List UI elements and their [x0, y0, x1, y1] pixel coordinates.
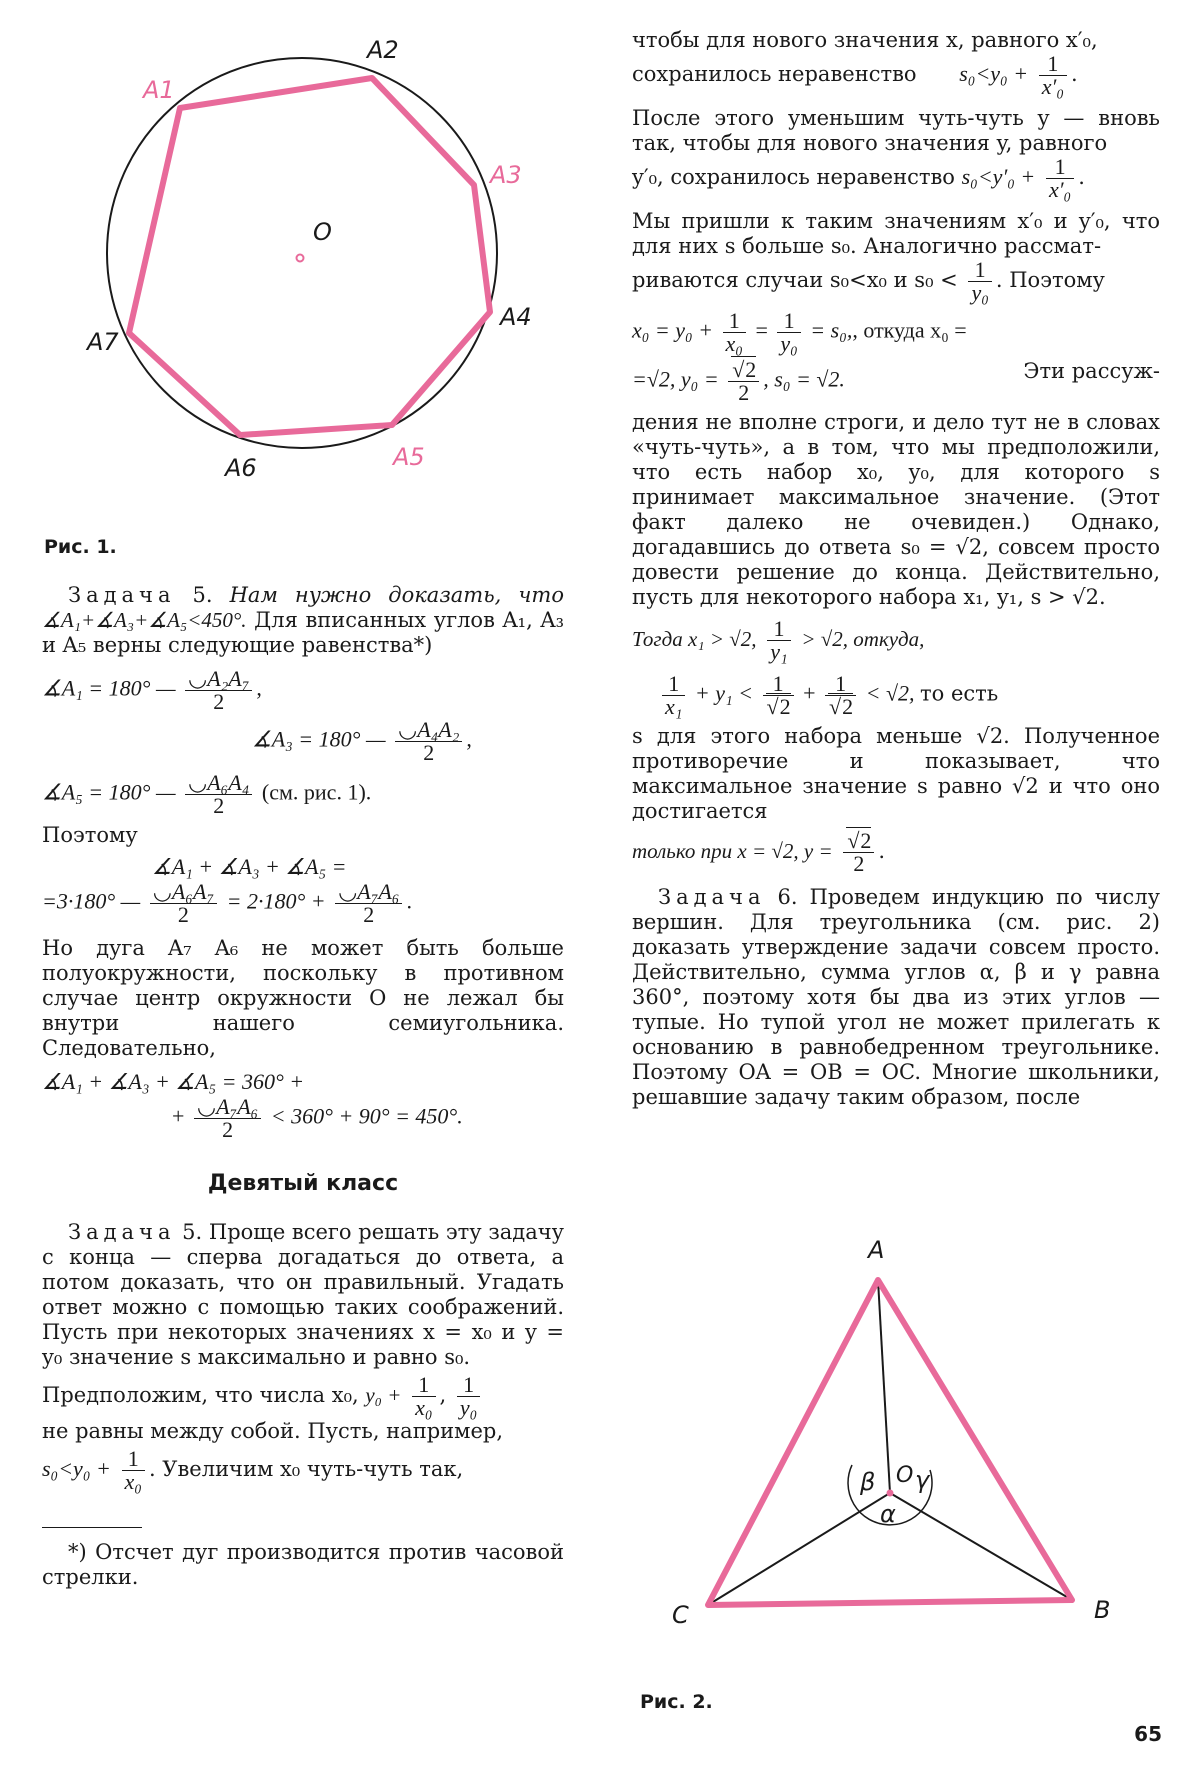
final-inequality: + $\frac{\text{◡A₇A₆}}{2}$ < 360° + 90° = 450°.: [172, 1094, 463, 1142]
label-vertex-c: C: [672, 1601, 689, 1629]
r-line2b: y′₀, сохранилось неравенство s₀<y′₀ + $\frac{1}{\text{x′₀}}$ .: [632, 154, 1085, 202]
suppose-line: Предположим, что числа x₀, y₀ + $\frac{1}{\text{x₀}}$ , $\frac{1}{\text{y₀}}$: [42, 1374, 564, 1419]
equation-a5: ∡A₅ = 180° — $\frac{\text{◡A₆A₄}}{2}$ (см. рис. 1).: [42, 770, 372, 818]
figure-1: [60, 20, 580, 490]
final-equation: ∡A₁ + ∡A₃ + ∡A₅ = 360° +: [42, 1069, 305, 1094]
label-a4: A4: [500, 303, 532, 331]
heptagon: [129, 78, 490, 435]
label-a5: A5: [393, 443, 425, 471]
r-line2: После этого уменьшим чуть-чуть y — вновь так, чтобы для нового значения y, равного: [632, 106, 1160, 155]
circumcircle: [107, 58, 497, 448]
label-a7: A7: [87, 328, 119, 356]
r-line10: только при x = √2, y = √ $\frac{2}{2}$ .: [632, 830, 1160, 875]
figure-1-caption: Рис. 1.: [44, 536, 117, 558]
label-center-o: O: [896, 1463, 914, 1488]
arc-argument: Но дуга A₇ A₆ не может быть больше полуокружности, поскольку в противном случае центр окружности O не лежал бы внутри нашего семиугольника. Следовательно,: [42, 936, 564, 1060]
section-heading-grade9: Девятый класс: [207, 1171, 399, 1196]
label-beta: β: [860, 1468, 876, 1496]
footnote: *) Отсчет дуг производится против часовой стрелки.: [42, 1540, 564, 1589]
r-para9: s для этого набора меньше √2. Полученное противоречие и показывает, что максимальное значение s равно √2 и что оно достигается: [632, 724, 1160, 823]
task5-grade8: Задача 5. Нам нужно доказать, что ∡A₁+∡A₃+∡A₅<450°. Для вписанных углов A₁, A₃ и A₅ верны следующие равенства*): [42, 583, 564, 657]
label-a6: A6: [225, 454, 257, 482]
segment-oa: [878, 1280, 890, 1493]
r-line1: чтобы для нового значения x, равного x′₀,: [632, 28, 1098, 52]
left-column: [42, 583, 564, 1590]
label-a2: A2: [367, 36, 399, 64]
increase-line: s₀<y₀ + $\frac{1}{\text{x₀}}$ . Увеличим x₀ чуть-чуть так,: [42, 1446, 464, 1494]
r-line7: Тогда x₁ > √2, $\frac{1}{\text{y₁}}$ > √2, откуда,: [632, 616, 925, 664]
r-line1b: сохранилось неравенство s₀<y₀ + $\frac{1}{\text{x′₀}}$ .: [632, 51, 1078, 99]
r-line4: x₀ = y₀ + $\frac{1}{\text{x₀}}$ = $\frac{1}{\text{y₀}}$ = s₀,, откуда x₀ =: [632, 308, 967, 356]
sum-equation: ∡A₁ + ∡A₃ + ∡A₅ =: [152, 854, 347, 879]
r-line3: Мы пришли к таким значениям x′₀ и y′₀, что для них s больше s₀. Аналогично рассмат-: [632, 209, 1160, 258]
sum-expansion: =3·180° — $\frac{\text{◡A₆A₇}}{2}$ = 2·180° + $\frac{\text{◡A₇A₆}}{2}$ .: [42, 879, 412, 927]
segment-ob: [890, 1493, 1072, 1600]
figure-2: [640, 1230, 1160, 1630]
therefore-text: Поэтому: [42, 823, 138, 847]
equation-a1: ∡A₁ = 180° — $\frac{\text{◡A₂A₇}}{2}$ ,: [42, 666, 262, 714]
center-point: [297, 255, 304, 262]
r-line5: =√2, y₀ = √ $\frac{2}{2}$ , s₀ = √2. Эти рассуж-: [632, 359, 1160, 404]
right-column: [632, 28, 1160, 1110]
label-a1: A1: [143, 76, 175, 104]
label-vertex-b: B: [1094, 1596, 1111, 1624]
task5-grade9: Задача 5. Проще всего решать эту задачу с конца — сперва догадаться до ответа, а потом доказать, что он правильный. Угадать ответ можно с помощью таких соображений. Пусть при некоторых значениях x = x₀ и y = y₀ значение s максимально и равно s₀.: [42, 1220, 564, 1369]
r-para6: дения не вполне строги, и дело тут не в словах «чуть-чуть», а в том, что мы предположили, что есть набор x₀, y₀, для которого s принимает максимальное значение. (Этот факт далеко не очевиден.) Однако, догадавшись до ответа s₀ = √2, совсем просто довести решение до конца. Действительно, пусть для некоторого набора x₁, y₁, s > √2.: [632, 410, 1160, 609]
page-number: 65: [1134, 1722, 1162, 1746]
footnote-rule: [42, 1527, 142, 1528]
figure-2-caption: Рис. 2.: [640, 1691, 713, 1713]
label-alpha: α: [880, 1500, 896, 1528]
label-o: O: [313, 218, 332, 246]
label-vertex-a: A: [868, 1236, 885, 1264]
center-point-o: [887, 1490, 894, 1497]
r-line8: $\frac{1}{\text{x₁}}$ + y₁ < 1 √ 2 + 1 √ 2 < √2, то есть: [658, 673, 1160, 718]
label-gamma: γ: [915, 1466, 930, 1494]
equation-a3: ∡A₃ = 180° — $\frac{\text{◡A₄A₂}}{2}$ ,: [252, 717, 472, 765]
triangle-abc: [708, 1280, 1072, 1605]
task6: Задача 6. Проведем индукцию по числу вершин. Для треугольника (см. рис. 2) доказать утверждение задачи совсем просто. Действительно, сумма углов α, β и γ равна 360°, поэтому хотя бы два из этих углов — тупые. Но тупой угол не может прилегать к основанию в равнобедренном треугольнике. Поэтому OA = OB = OC. Многие школьники, решавшие задачу таким образом, после: [632, 885, 1160, 1109]
label-a3: A3: [490, 161, 522, 189]
not-equal-text: не равны между собой. Пусть, например,: [42, 1419, 504, 1443]
r-line3b: риваются случаи s₀<x₀ и s₀ < $\frac{1}{\text{y₀}}$ . Поэтому: [632, 257, 1105, 305]
